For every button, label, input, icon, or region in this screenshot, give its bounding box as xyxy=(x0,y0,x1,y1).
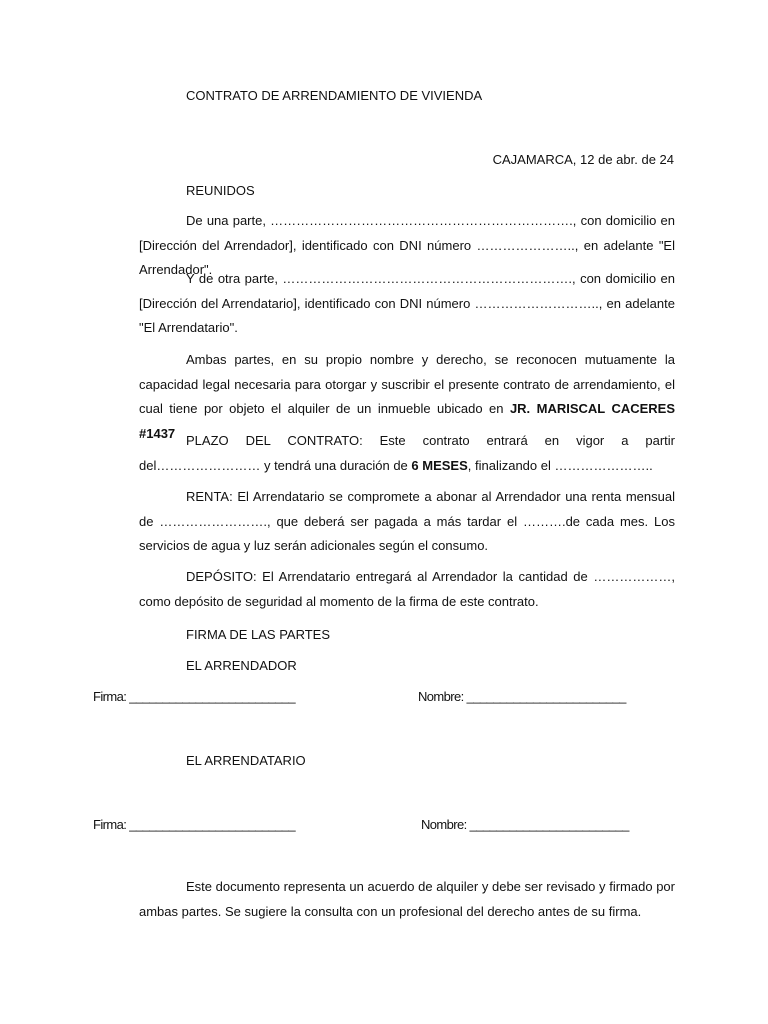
arrendador-firma-line: Firma: _________________________ xyxy=(93,689,295,704)
paragraph-arrendador-text: De una parte, ……………………………………………………………., con domicilio en [Dirección del Arrendador], identificado con DNI número ………………….., en adelante "El Arrendador". xyxy=(139,213,675,277)
arrendatario-nombre-line: Nombre: ________________________ xyxy=(421,817,629,832)
property-address: JR. MARISCAL CACERES #1437 xyxy=(139,401,676,441)
paragraph-ambas-text: Ambas partes, en su propio nombre y derecho, se reconocen mutuamente la capacidad legal necesaria para otorgar y suscribir el presente contrato de arrendamiento, el cual tiene por objeto el alquiler de un inmueble ubicado en xyxy=(139,352,675,416)
arrendatario-heading: EL ARRENDATARIO xyxy=(186,753,306,768)
firma-partes-heading: FIRMA DE LAS PARTES xyxy=(186,627,331,642)
paragraph-plazo-text-b: , finalizando el ………………….. xyxy=(467,457,653,473)
paragraph-renta-text: RENTA: El Arrendatario se compromete a abonar al Arrendador una renta mensual de ……………………., que deberá ser pagada a más tardar el ……….de cada mes. Los servicios de agua y luz serán adicionales según el consumo. xyxy=(139,489,675,553)
arrendador-heading: EL ARRENDADOR xyxy=(186,658,297,673)
paragraph-deposito-text: DEPÓSITO: El Arrendatario entregará al Arrendador la cantidad de ………………, como depósito de seguridad al momento de la firma de este contrato. xyxy=(139,569,675,609)
document-title: CONTRATO DE ARRENDAMIENTO DE VIVIENDA xyxy=(186,88,483,103)
paragraph-renta xyxy=(139,485,675,559)
paragraph-nota-text: Este documento representa un acuerdo de alquiler y debe ser revisado y firmado por ambas partes. Se sugiere la consulta con un profesional del derecho antes de su firma. xyxy=(139,879,675,919)
reunidos-heading: REUNIDOS xyxy=(186,183,255,198)
paragraph-nota xyxy=(139,875,675,924)
paragraph-deposito xyxy=(139,565,675,614)
paragraph-arrendatario-text: Y de otra parte, …………………………………………………………., con domicilio en [Dirección del Arrendatario], identificado con DNI número ……………………….., en adelante "El Arrendatario". xyxy=(139,271,675,335)
plazo-duration: 6 MESES xyxy=(411,457,468,473)
paragraph-plazo xyxy=(139,429,675,478)
arrendatario-firma-line: Firma: _________________________ xyxy=(93,817,295,832)
place-date: CAJAMARCA, 12 de abr. de 24 xyxy=(492,152,674,167)
paragraph-arrendatario xyxy=(139,267,675,341)
paragraph-plazo-text-a: PLAZO DEL CONTRATO: Este contrato entrará en vigor a partir del…………………… y tendrá una duración de xyxy=(139,433,675,473)
arrendador-nombre-line: Nombre: ________________________ xyxy=(418,689,626,704)
